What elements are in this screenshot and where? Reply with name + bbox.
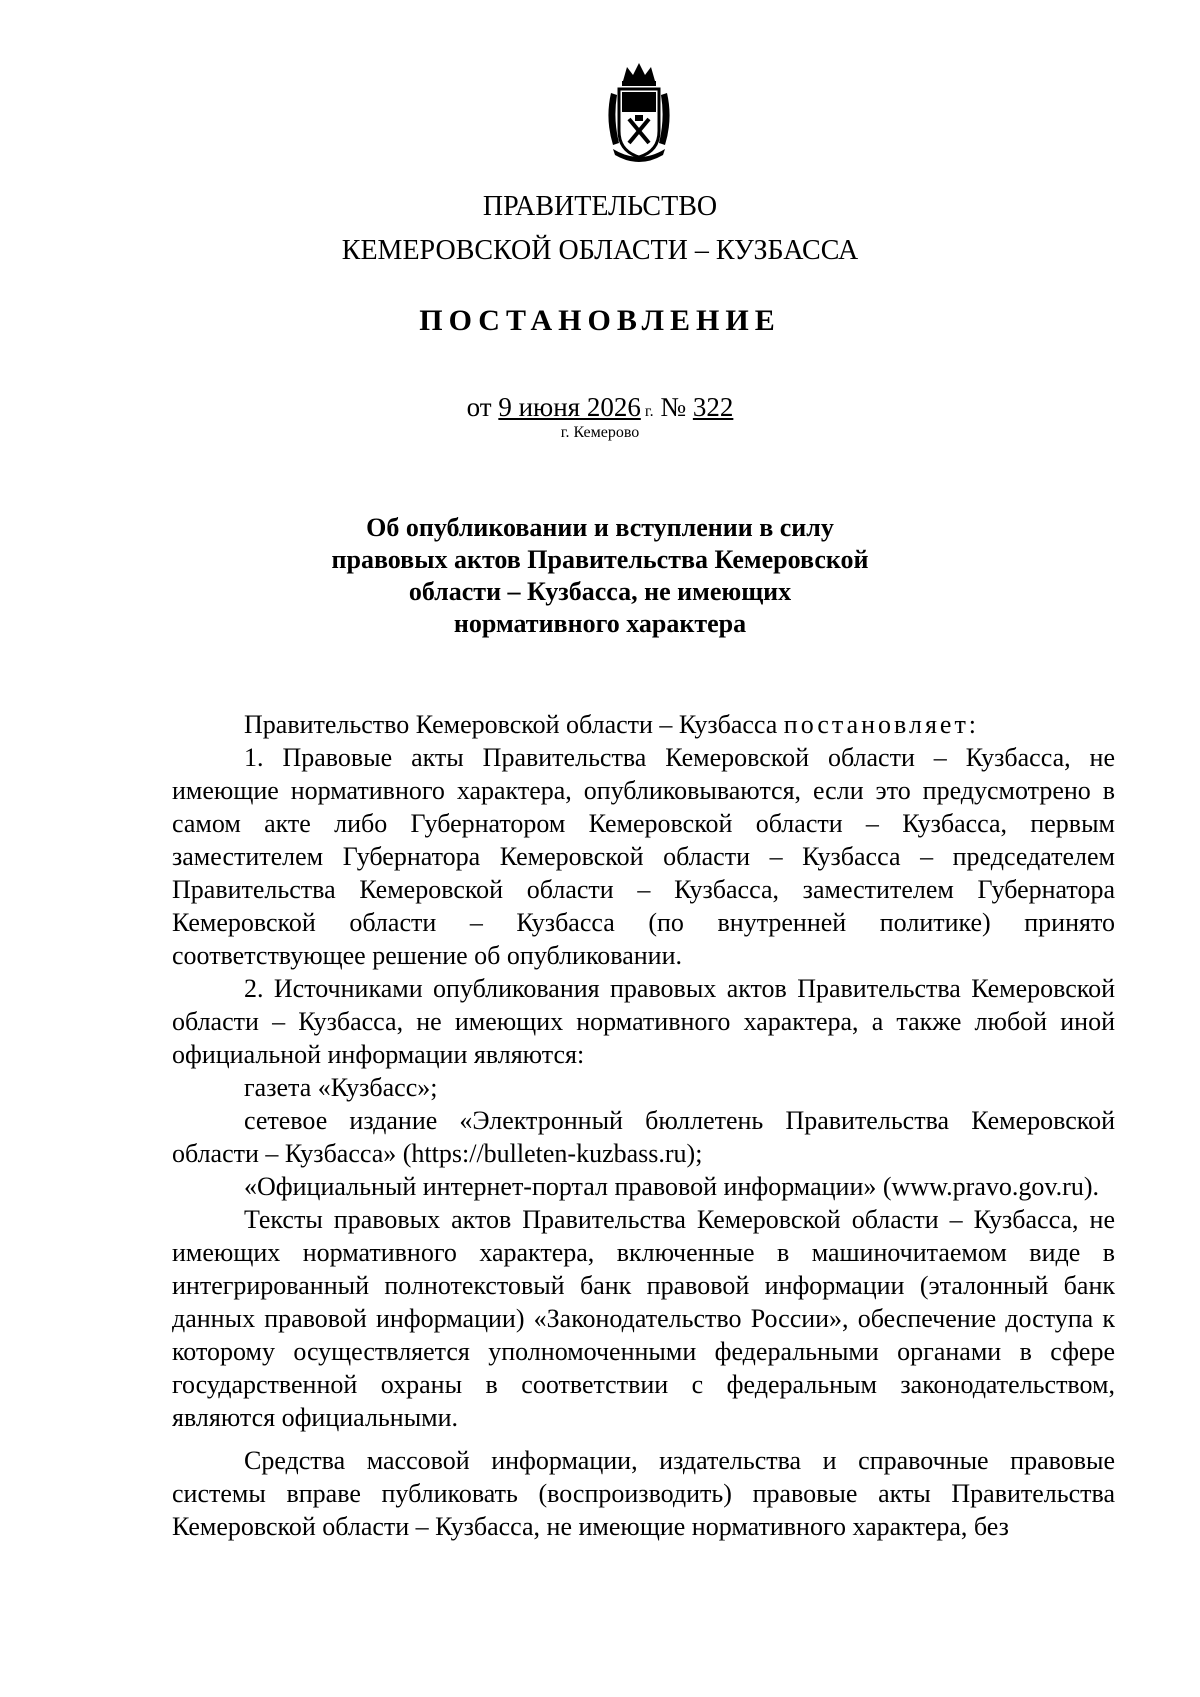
paragraph-4: Средства массовой информации, издательства и справочные правовые системы вправе публиковать (воспроизводить) правовые акты Правительства Кемеровской области – Кузбасса, не имеющие нормативного характера, без: [172, 1446, 1115, 1541]
date-prefix: от: [466, 392, 499, 422]
organization-name-line1: ПРАВИТЕЛЬСТВО: [482, 191, 718, 222]
paragraph-3: Тексты правовых актов Правительства Кемеровской области – Кузбасса, не имеющих нормативного характера, включенные в машиночитаемом виде в интегрированный полнотекстовый банк правовой информации (эталонный банк данных правовой информации) «Законодательство России», обеспечение доступа к которому осуществляется уполномоченными федеральными органами в сфере государственной охраны в соответствии с федеральным законодательством, являются официальными.: [172, 1205, 1115, 1432]
document-body: [172, 708, 1115, 1543]
intro-paragraph: [172, 708, 1115, 741]
source-item-newspaper: газета «Кузбасс»;: [244, 1073, 438, 1102]
intro-verb: постановляет:: [783, 710, 980, 739]
year-suffix: г.: [640, 403, 654, 420]
city: г. Кемерово: [560, 424, 640, 441]
date-number-line: [0, 392, 1200, 423]
source-item-bulletin: сетевое издание «Электронный бюллетень Правительства Кемеровской области – Кузбасса» (https://bulleten-kuzbass.ru);: [172, 1106, 1115, 1168]
intro-text: Правительство Кемеровской области – Кузбасса: [244, 710, 784, 739]
document-title: [0, 512, 1200, 640]
paragraph-1: 1. Правовые акты Правительства Кемеровской области – Кузбасса, не имеющие нормативного характера, опубликовываются, если это предусмотрено в самом акте либо Губернатором Кемеровской области – Кузбасса, первым заместителем Губернатора Кемеровской области – Кузбасса – председателем Правительства Кемеровской области – Кузбасса, заместителем Губернатора Кемеровской области – Кузбасса (по внутренней политике) принято соответствующее решение об опубликовании.: [172, 743, 1115, 970]
organization-name-line2: КЕМЕРОВСКОЙ ОБЛАСТИ – КУЗБАССА: [341, 235, 859, 266]
title-line: правовых актов Правительства Кемеровской: [331, 545, 869, 574]
document-number: 322: [692, 392, 734, 422]
document-type: ПОСТАНОВЛЕНИЕ: [419, 304, 781, 337]
title-line: Об опубликовании и вступлении в силу: [366, 513, 834, 542]
source-item-portal: «Официальный интернет-портал правовой информации» (www.pravo.gov.ru).: [244, 1172, 1099, 1201]
number-prefix: №: [653, 392, 693, 422]
document-date: 9 июня 2026: [498, 392, 641, 422]
paragraph-2: 2. Источниками опубликования правовых актов Правительства Кемеровской области – Кузбасса, не имеющих нормативного характера, а также любой иной официальной информации являются:: [172, 974, 1115, 1069]
title-line: области – Кузбасса, не имеющих: [408, 577, 792, 606]
coat-of-arms-icon: [601, 59, 677, 169]
title-line: нормативного характера: [453, 609, 747, 638]
